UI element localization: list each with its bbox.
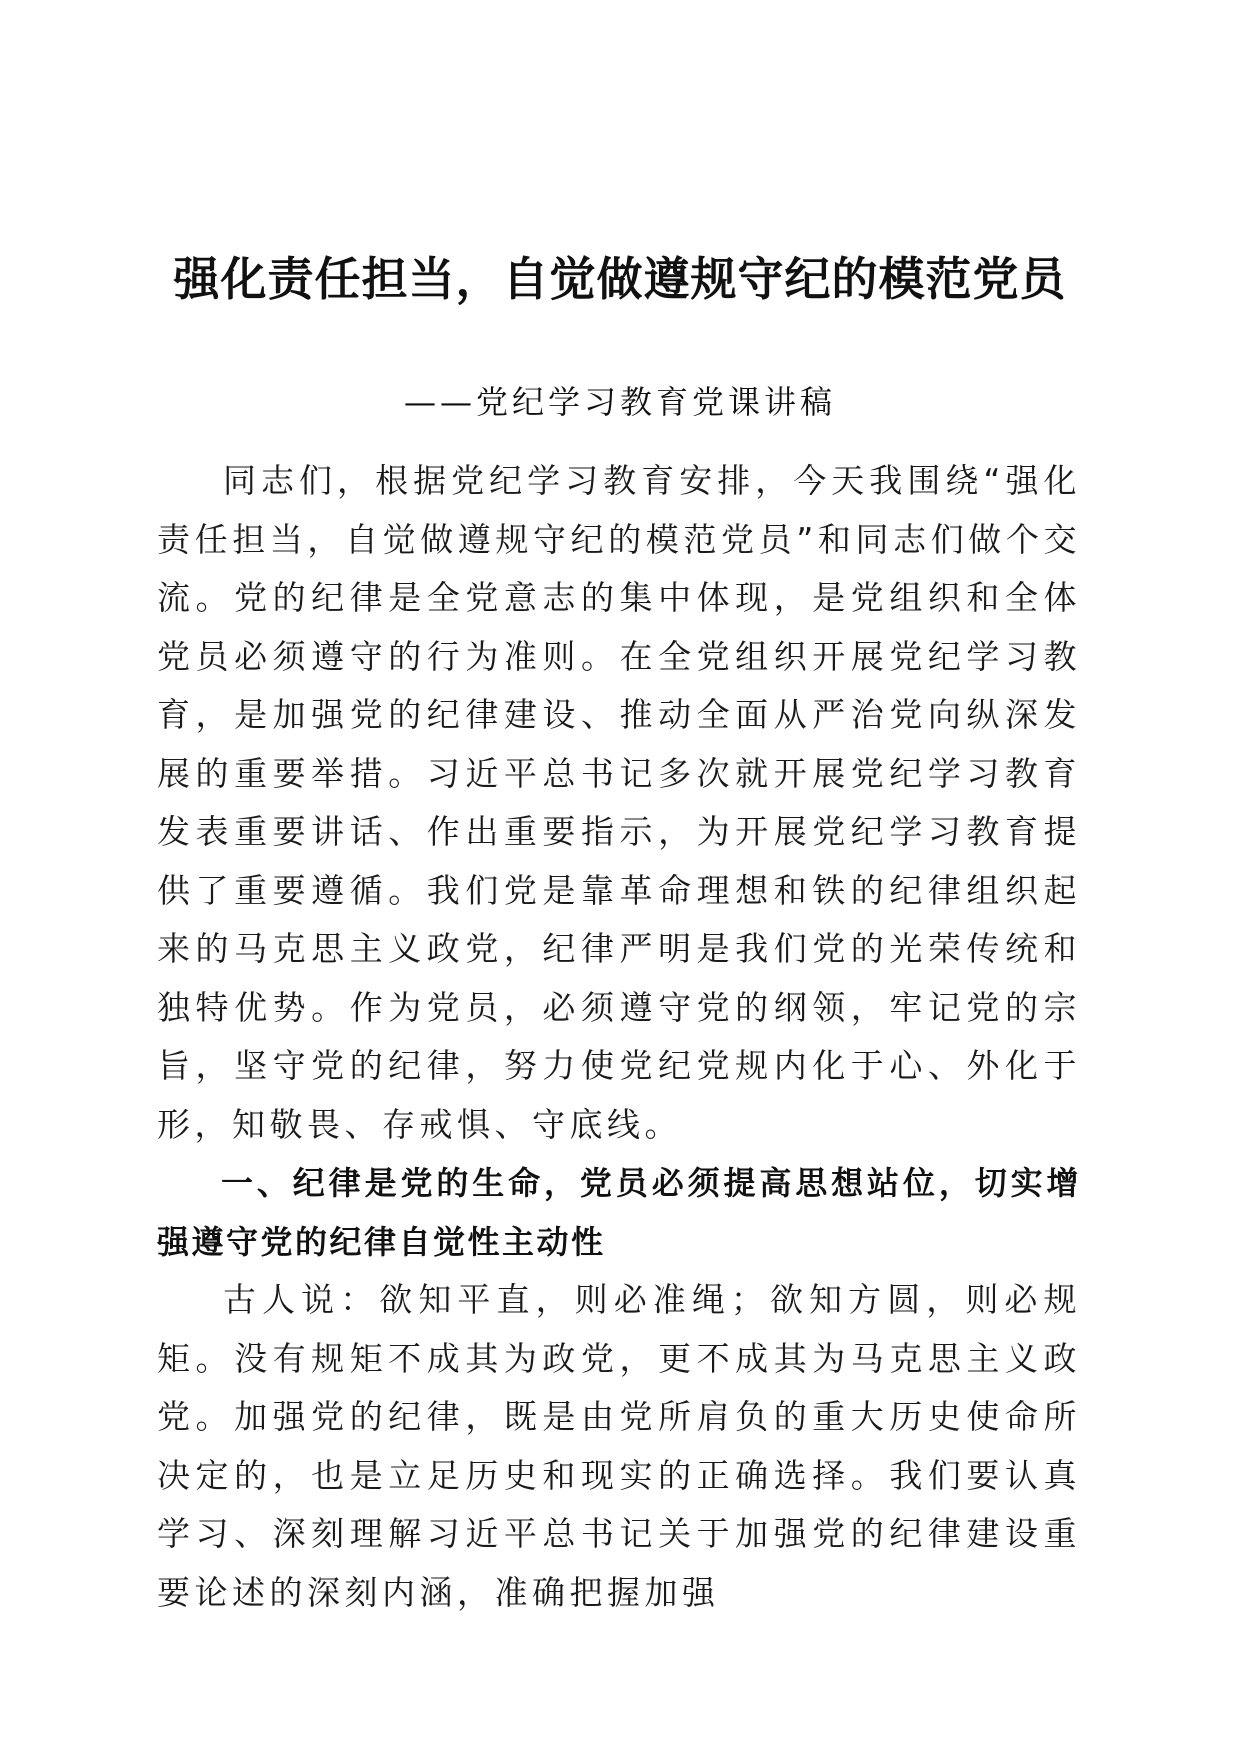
document-body [157,452,1081,1622]
document-subtitle: ——党纪学习教育党课讲稿 [403,383,836,421]
intro-paragraph: 同志们，根据党纪学习教育安排，今天我围绕“强化责任担当，自觉做遵规守纪的模范党员”和同志们做个交流。党的纪律是全党意志的集中体现，是党组织和全体党员必须遵守的行为准则。在全党组织开展党纪学习教育，是加强党的纪律建设、推动全面从严治党向纵深发展的重要举措。习近平总书记多次就开展党纪学习教育发表重要讲话、作出重要指示，为开展党纪学习教育提供了重要遵循。我们党是靠革命理想和铁的纪律组织起来的马克思主义政党，纪律严明是我们党的光荣传统和独特优势。作为党员，必须遵守党的纲领，牢记党的宗旨，坚守党的纪律，努力使党纪党规内化于心、外化于形，知敬畏、存戒惧、守底线。 [157,461,1081,1144]
section-paragraph: 古人说：欲知平直，则必准绳；欲知方圆，则必规矩。没有规矩不成其为政党，更不成其为马克思主义政党。加强党的纪律，既是由党所肩负的重大历史使命所决定的，也是立足历史和现实的正确选择。我们要认真学习、深刻理解习近平总书记关于加强党的纪律建设重要论述的深刻内涵，准确把握加强 [157,1280,1081,1612]
document-title: 强化责任担当，自觉做遵规守纪的模范党员 [173,252,1067,306]
section-heading: 一、纪律是党的生命，党员必须提高思想站位，切实增强遵守党的纪律自觉性主动性 [157,1164,1081,1261]
